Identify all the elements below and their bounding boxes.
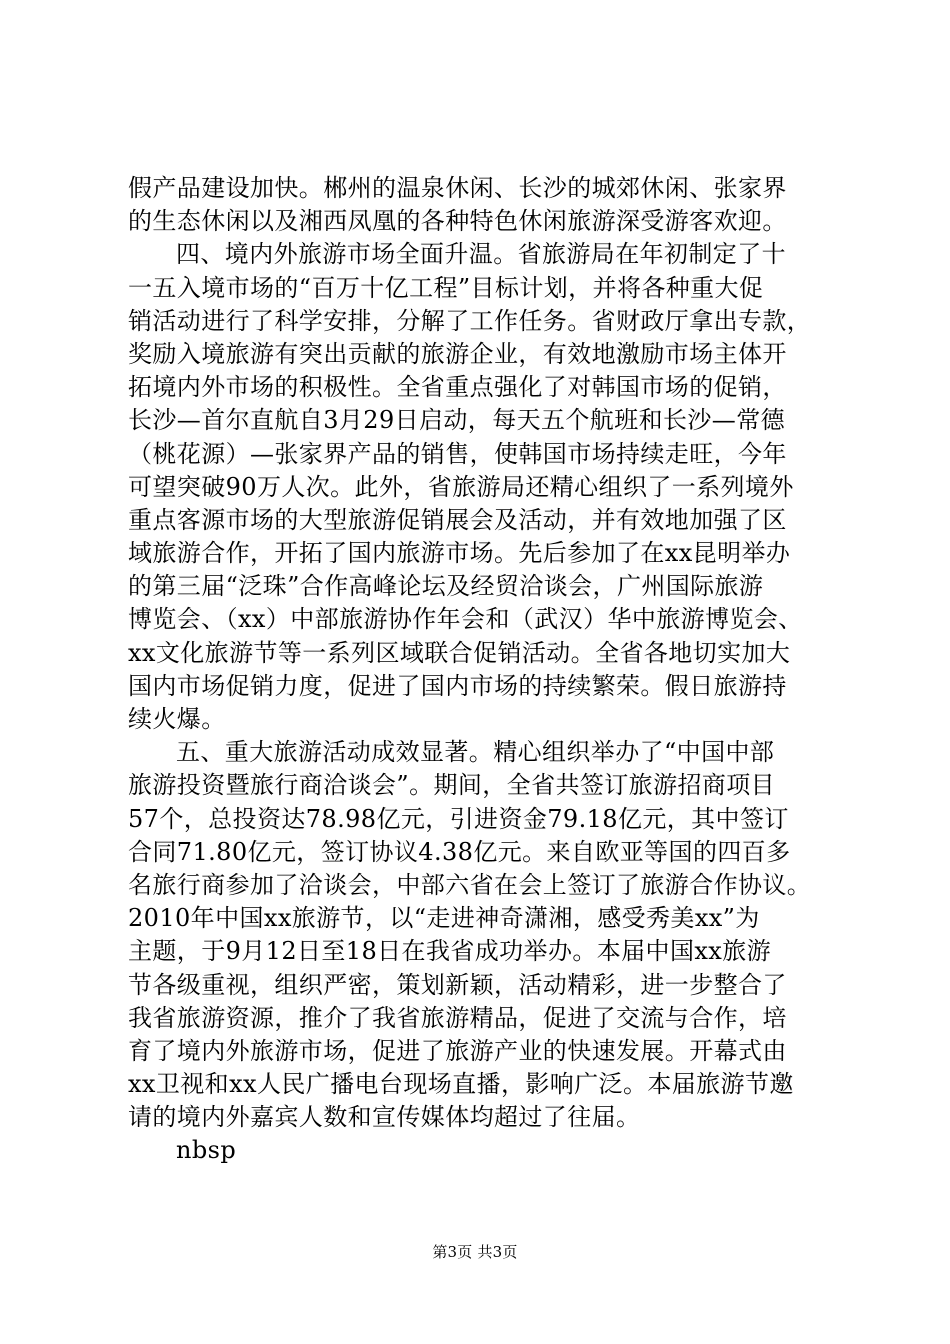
text-line: 奖励入境旅游有突出贡献的旅游企业，有效地激励市场主体开 bbox=[128, 339, 787, 368]
text-line: 续火爆。 bbox=[128, 705, 226, 733]
text-line: 我省旅游资源，推介了我省旅游精品，促进了交流与合作，培 bbox=[128, 1003, 787, 1032]
text-line: 域旅游合作，开拓了国内旅游市场。先后参加了在xx昆明举办 bbox=[128, 539, 791, 568]
text-line: （桃花源）—张家界产品的销售，使韩国市场持续走旺，今年 bbox=[128, 439, 787, 468]
text-line: xx文化旅游节等一系列区域联合促销活动。全省各地切实加大 bbox=[128, 638, 791, 667]
text-line: 销活动进行了科学安排，分解了工作任务。省财政厅拿出专款， bbox=[128, 306, 812, 335]
text-line: 假产品建设加快。郴州的温泉休闲、长沙的城郊休闲、张家界 bbox=[128, 174, 787, 202]
text-line: 主题，于9月12日至18日在我省成功举办。本届中国xx旅游 bbox=[128, 937, 772, 966]
text-line: 重点客源市场的大型旅游促销展会及活动，并有效地加强了区 bbox=[128, 505, 787, 534]
document-body bbox=[128, 172, 828, 1168]
text-line: 节各级重视，组织严密，策划新颖，活动精彩，进一步整合了 bbox=[128, 970, 787, 999]
text-line: 的生态休闲以及湘西凤凰的各种特色休闲旅游深受游客欢迎。 bbox=[128, 207, 787, 236]
page-number-label: 第3页 共3页 bbox=[432, 1243, 518, 1261]
text-line: 可望突破90万人次。此外，省旅游局还精心组织了一系列境外 bbox=[128, 472, 794, 501]
text-line: 国内市场促销力度，促进了国内市场的持续繁荣。假日旅游持 bbox=[128, 671, 787, 700]
text-line: 的第三届“泛珠”合作高峰论坛及经贸洽谈会，广州国际旅游 bbox=[128, 572, 764, 601]
text-line: xx卫视和xx人民广播电台现场直播，影响广泛。本届旅游节邀 bbox=[128, 1070, 794, 1099]
trailing-text-line: nbsp bbox=[176, 1136, 237, 1165]
text-line: 57个，总投资达78.98亿元，引进资金79.18亿元，其中签订 bbox=[128, 804, 789, 833]
text-line: 2010年中国xx旅游节，以“走进神奇潇湘，感受秀美xx”为 bbox=[128, 904, 760, 933]
paragraph-start-line: 五、重大旅游活动成效显著。精心组织举办了“中国中部 bbox=[176, 738, 775, 767]
text-line: 育了境内外旅游市场，促进了旅游产业的快速发展。开幕式由 bbox=[128, 1036, 787, 1065]
text-line: 博览会、（xx）中部旅游协作年会和（武汉）华中旅游博览会、 bbox=[128, 605, 803, 634]
text-line: 旅游投资暨旅行商洽谈会”。期间，全省共签订旅游招商项目 bbox=[128, 771, 776, 800]
paragraph-start-line: 四、境内外旅游市场全面升温。省旅游局在年初制定了十 bbox=[176, 240, 786, 269]
text-line: 长沙—首尔直航自3月29日启动，每天五个航班和长沙—常德 bbox=[128, 406, 786, 435]
page-footer bbox=[0, 1242, 950, 1262]
text-line: 名旅行商参加了洽谈会，中部六省在会上签订了旅游合作协议。 bbox=[128, 870, 812, 899]
text-line: 合同71.80亿元，签订协议4.38亿元。来自欧亚等国的四百多 bbox=[128, 837, 791, 866]
text-line: 一五入境市场的“百万十亿工程”目标计划，并将各种重大促 bbox=[128, 273, 764, 302]
text-line: 拓境内外市场的积极性。全省重点强化了对韩国市场的促销， bbox=[128, 373, 787, 402]
text-line: 请的境内外嘉宾人数和宣传媒体均超过了往届。 bbox=[128, 1103, 641, 1132]
